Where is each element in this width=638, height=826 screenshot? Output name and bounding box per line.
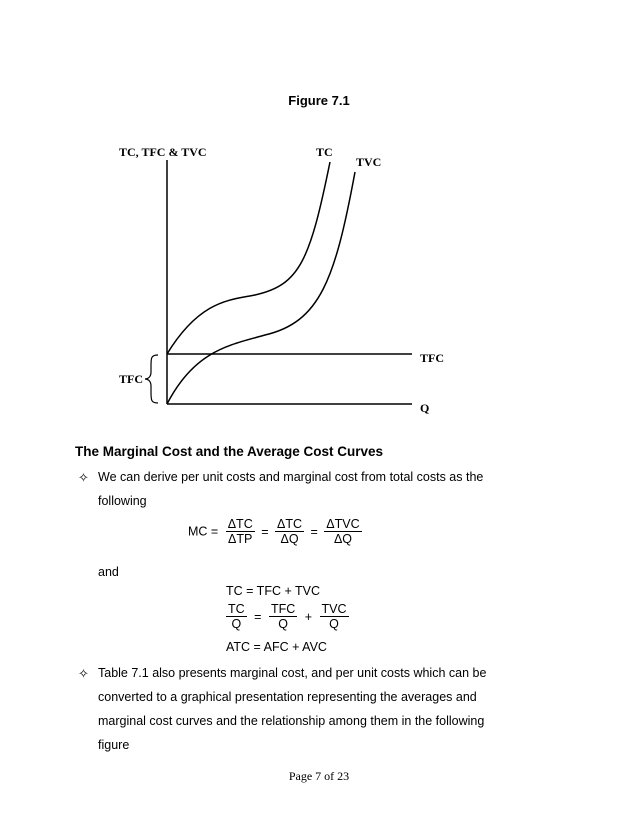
mc-lhs: MC = (188, 524, 219, 539)
mc-f3-denominator: ΔQ (333, 532, 353, 546)
bullet-2-line-2: converted to a graphical presentation representing the averages and (98, 690, 477, 704)
atc-formula: ATC = AFC + AVC (226, 640, 327, 654)
tc-formula: TC = TFC + TVC (226, 584, 321, 598)
avg-equals: = (254, 609, 262, 624)
tfc-brace-label: TFC (119, 372, 143, 386)
page-number: Page 7 of 23 (288, 769, 350, 783)
tvc-curve-label: TVC (356, 155, 382, 169)
and-text: and (98, 565, 119, 579)
bullet-1-line-2: following (98, 494, 147, 508)
avg-f3-numerator: TVC (321, 602, 347, 616)
tvc-curve (167, 172, 355, 404)
bullet-1-line-1: We can derive per unit costs and marginal cost from total costs as the (98, 470, 484, 484)
avg-fraction-2 (269, 602, 297, 631)
mc-f1-numerator: ΔTC (227, 517, 253, 531)
mc-f2-numerator: ΔTC (277, 517, 303, 531)
y-axis-label: TC, TFC & TVC (119, 145, 207, 159)
avg-fraction-1 (226, 602, 247, 631)
bullet-2-line-4: figure (98, 738, 130, 752)
mc-f3-numerator: ΔTVC (326, 517, 360, 531)
tfc-line-label: TFC (420, 351, 444, 365)
mc-fraction-3 (324, 517, 361, 546)
tc-curve-label: TC (316, 145, 333, 159)
avg-f2-numerator: TFC (270, 602, 296, 616)
mc-fraction-2 (275, 517, 304, 546)
bullet-2 (78, 662, 89, 686)
avg-f3-denominator: Q (329, 617, 339, 631)
mc-equals-2: = (310, 524, 318, 539)
mc-f1-denominator: ΔTP (228, 532, 253, 546)
avg-f1-denominator: Q (231, 617, 242, 631)
x-axis-label: Q (420, 401, 430, 415)
avg-plus: + (304, 609, 313, 624)
bullet-2-line-3: marginal cost curves and the relationship among them in the following (98, 714, 485, 728)
mc-f2-denominator: ΔQ (280, 532, 299, 546)
four-point-star-icon: ✧ (78, 666, 89, 681)
avg-f2-denominator: Q (278, 617, 288, 631)
bullet-2-line-1: Table 7.1 also presents marginal cost, and per unit costs which can be (98, 666, 487, 680)
avg-fraction-3 (320, 602, 349, 631)
four-point-star-icon: ✧ (78, 470, 89, 485)
average-cost-formula (226, 602, 349, 631)
figure-title: Figure 7.1 (288, 93, 350, 108)
section-heading: The Marginal Cost and the Average Cost Curves (75, 444, 384, 459)
tfc-brace (145, 355, 158, 403)
mc-formula (188, 517, 362, 546)
bullet-1 (78, 466, 89, 490)
tc-curve (167, 162, 330, 354)
avg-f1-numerator: TC (228, 602, 245, 616)
mc-fraction-1 (226, 517, 255, 546)
mc-equals-1: = (261, 524, 269, 539)
